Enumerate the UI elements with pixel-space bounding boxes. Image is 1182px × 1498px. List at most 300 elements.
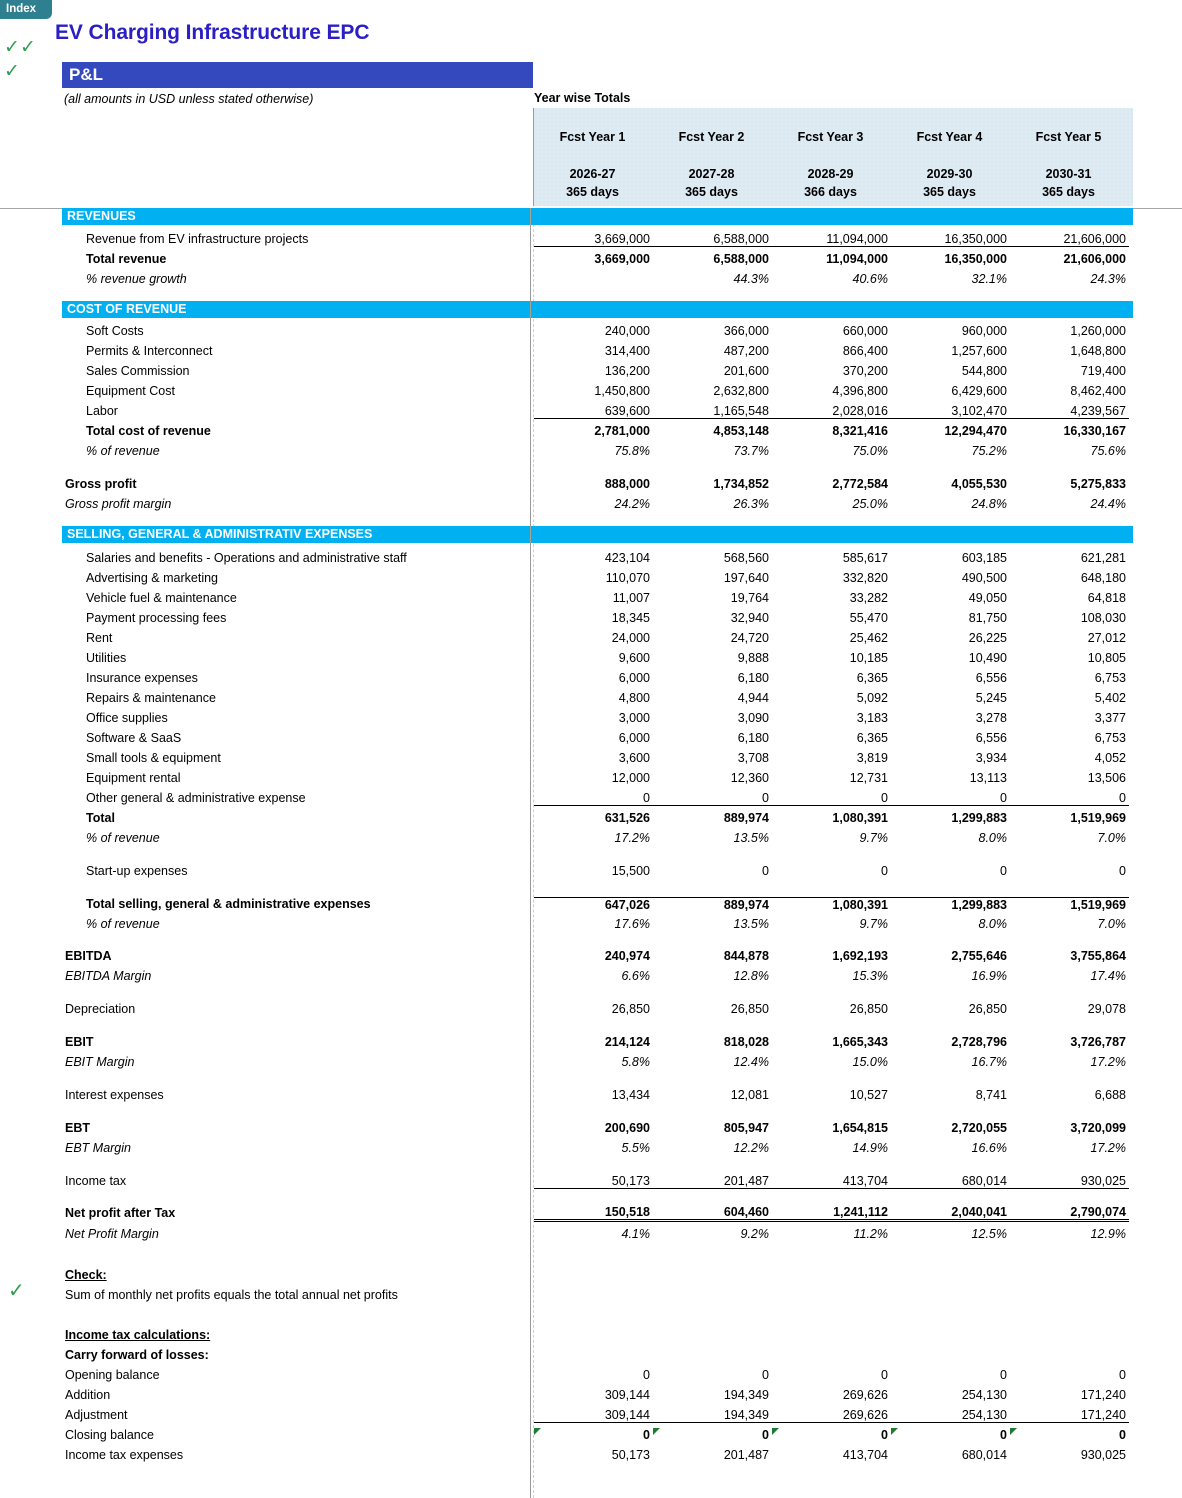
cell-value: 0 xyxy=(1119,1428,1126,1442)
cell-y5: 75.6% xyxy=(1090,444,1126,458)
cell-y2: 197,640 xyxy=(723,571,769,585)
cell-y2: 13.5% xyxy=(733,831,769,845)
table-row-permits-interconnect xyxy=(0,341,1182,361)
row-label: Sales Commission xyxy=(86,364,190,378)
cell-y2: 26.3% xyxy=(733,497,769,511)
table-row-income-tax xyxy=(0,1171,1182,1191)
row-values xyxy=(530,864,1182,878)
cell-y1: 214,124 xyxy=(604,1035,650,1049)
row-values xyxy=(530,384,1182,398)
cell-y3: 4,396,800 xyxy=(832,384,888,398)
cell-y5: 3,720,099 xyxy=(1070,1121,1126,1135)
cell-y4: 6,556 xyxy=(975,671,1007,685)
cell-y1: 5.8% xyxy=(621,1055,650,1069)
comment-indicator-icon xyxy=(772,1428,779,1435)
row-values xyxy=(530,751,1182,765)
cell-y3: 1,080,391 xyxy=(772,897,891,912)
cell-y5: 24.3% xyxy=(1090,272,1126,286)
cell-y1: 110,070 xyxy=(605,571,650,585)
cell-y4: 3,102,470 xyxy=(891,404,1010,419)
cell-y1: 3,669,000 xyxy=(534,232,653,247)
cell-y4: 8.0% xyxy=(978,917,1007,931)
cell-y2: 194,349 xyxy=(653,1408,772,1423)
cell-y1: 631,526 xyxy=(604,811,650,825)
cell-y4: 75.2% xyxy=(971,444,1007,458)
table-row-office-supplies xyxy=(0,708,1182,728)
carry-forward-heading-row xyxy=(0,1345,1182,1365)
cell-y3: 10,527 xyxy=(849,1088,888,1102)
cell-y5: 21,606,000 xyxy=(1063,252,1126,266)
table-row-cor-pct-revenue xyxy=(0,441,1182,461)
cell-y4: 4,055,530 xyxy=(951,477,1007,491)
cell-y4: 26,225 xyxy=(968,631,1007,645)
cell-y1: 309,144 xyxy=(604,1388,650,1402)
fy-year-1: 2026-27 xyxy=(569,167,616,181)
cell-y4: 2,755,646 xyxy=(951,949,1007,963)
row-label: Total revenue xyxy=(86,252,167,266)
cell-y1: 639,600 xyxy=(534,404,653,419)
cell-y1: 240,000 xyxy=(604,324,650,338)
cell-y1: 6,000 xyxy=(618,671,650,685)
cell-y3: 660,000 xyxy=(842,324,888,338)
row-values xyxy=(530,731,1182,745)
cell-y4: 2,728,796 xyxy=(951,1035,1007,1049)
year-wise-totals-label: Year wise Totals xyxy=(534,91,631,105)
cell-y2: 6,588,000 xyxy=(653,232,772,247)
cell-y5: 12.9% xyxy=(1090,1227,1126,1241)
cell-y3: 1,692,193 xyxy=(832,949,888,963)
row-values xyxy=(530,1388,1182,1402)
row-label: Repairs & maintenance xyxy=(86,691,216,705)
cell-y3: 332,820 xyxy=(842,571,888,585)
cell-y4: 6,556 xyxy=(975,731,1007,745)
comment-indicator-icon xyxy=(534,1428,541,1435)
cell-y4 xyxy=(891,1428,1010,1442)
row-label: Interest expenses xyxy=(65,1088,164,1102)
row-label: EBT xyxy=(65,1121,90,1135)
cell-y2: 26,850 xyxy=(730,1002,769,1016)
cell-y4: 32.1% xyxy=(971,272,1007,286)
page-title: EV Charging Infrastructure EPC xyxy=(55,21,370,44)
row-values xyxy=(530,897,1182,912)
cell-y4: 12,294,470 xyxy=(944,424,1007,438)
row-values xyxy=(530,344,1182,358)
cell-y3: 585,617 xyxy=(842,551,888,565)
cell-y5: 64,818 xyxy=(1087,591,1126,605)
cell-y4: 1,299,883 xyxy=(951,811,1007,825)
row-values xyxy=(530,404,1182,419)
cell-y5: 5,402 xyxy=(1094,691,1126,705)
fy-year-4: 2029-30 xyxy=(926,167,973,181)
cell-y5: 27,012 xyxy=(1087,631,1126,645)
cell-y5: 4,239,567 xyxy=(1010,404,1129,419)
cell-y5: 930,025 xyxy=(1010,1174,1129,1189)
cell-y3: 6,365 xyxy=(856,731,888,745)
cell-y2 xyxy=(653,1428,772,1442)
table-row-equipment-rental xyxy=(0,768,1182,788)
cell-y3: 0 xyxy=(881,1368,888,1382)
cell-y1: 136,200 xyxy=(604,364,650,378)
row-values xyxy=(530,591,1182,605)
cell-y2: 889,974 xyxy=(653,897,772,912)
row-values xyxy=(530,831,1182,845)
row-values xyxy=(530,949,1182,963)
column-header-year-1: Fcst Year 1 xyxy=(559,130,626,144)
row-label: Gross profit xyxy=(65,477,137,491)
cell-y3: 5,092 xyxy=(856,691,888,705)
table-row-depreciation xyxy=(0,999,1182,1019)
cell-y1: 50,173 xyxy=(534,1174,653,1189)
cell-y4: 49,050 xyxy=(968,591,1007,605)
cell-y2: 805,947 xyxy=(723,1121,769,1135)
section-header-revenues: REVENUES xyxy=(62,208,1133,225)
days-year-1: 365 days xyxy=(566,185,619,199)
cell-y1 xyxy=(534,272,653,286)
check-heading: Check: xyxy=(65,1268,107,1282)
cell-y3: 15.0% xyxy=(852,1055,888,1069)
cell-y4: 16.6% xyxy=(971,1141,1007,1155)
cell-y3: 11,094,000 xyxy=(772,232,891,247)
cell-y1: 17.6% xyxy=(614,917,650,931)
cell-y3: 3,183 xyxy=(856,711,888,725)
cell-y4: 254,130 xyxy=(891,1408,1010,1423)
cell-y3: 370,200 xyxy=(842,364,888,378)
cell-y3 xyxy=(772,1428,891,1442)
days-year-2: 365 days xyxy=(685,185,738,199)
cell-y4: 26,850 xyxy=(968,1002,1007,1016)
cell-y5: 17.4% xyxy=(1090,969,1126,983)
row-label: Office supplies xyxy=(86,711,168,725)
row-values xyxy=(530,969,1182,983)
cell-y2: 12,081 xyxy=(730,1088,769,1102)
cell-y1: 3,000 xyxy=(618,711,650,725)
cell-y3: 26,850 xyxy=(849,1002,888,1016)
table-row-ebit xyxy=(0,1032,1182,1052)
row-values xyxy=(530,1035,1182,1049)
row-label: % of revenue xyxy=(86,831,160,845)
cell-y2: 24,720 xyxy=(730,631,769,645)
units-note: (all amounts in USD unless stated otherwise) xyxy=(64,92,314,106)
cell-y5: 2,790,074 xyxy=(1010,1205,1129,1222)
row-label: Total xyxy=(86,811,115,825)
cell-y1: 13,434 xyxy=(611,1088,650,1102)
cell-y2: 568,560 xyxy=(723,551,769,565)
cell-y2: 32,940 xyxy=(730,611,769,625)
row-values xyxy=(530,272,1182,286)
table-row-vehicle-fuel xyxy=(0,588,1182,608)
cell-y3: 269,626 xyxy=(842,1388,888,1402)
row-label: EBITDA xyxy=(65,949,112,963)
cell-y4: 5,245 xyxy=(975,691,1007,705)
cell-y2: 6,180 xyxy=(737,731,769,745)
cell-y2: 366,000 xyxy=(723,324,769,338)
cell-y5: 7.0% xyxy=(1097,917,1126,931)
row-values xyxy=(530,1448,1182,1462)
cell-y2: 3,708 xyxy=(737,751,769,765)
cell-y2: 12,360 xyxy=(730,771,769,785)
cell-y5: 24.4% xyxy=(1090,497,1126,511)
cell-y3: 11.2% xyxy=(853,1227,888,1241)
cell-y5: 0 xyxy=(1119,864,1126,878)
cell-value: 0 xyxy=(762,1428,769,1442)
table-row-opening-balance xyxy=(0,1365,1182,1385)
cell-value: 0 xyxy=(643,1428,650,1442)
cell-y1: 17.2% xyxy=(614,831,650,845)
cell-y4: 1,299,883 xyxy=(891,897,1010,912)
cell-y3: 866,400 xyxy=(842,344,888,358)
row-label: Advertising & marketing xyxy=(86,571,219,585)
cell-y2: 604,460 xyxy=(653,1205,772,1222)
table-row-total-revenue xyxy=(0,249,1182,269)
row-values xyxy=(530,1088,1182,1102)
column-header-fiscal-years xyxy=(533,167,1133,181)
row-label: Opening balance xyxy=(65,1368,160,1382)
table-row-labor xyxy=(0,401,1182,421)
cell-y3: 12,731 xyxy=(849,771,888,785)
cell-y4: 3,278 xyxy=(975,711,1007,725)
table-row-sales-commission xyxy=(0,361,1182,381)
row-values xyxy=(530,444,1182,458)
cell-y5: 16,330,167 xyxy=(1063,424,1126,438)
cell-y1: 75.8% xyxy=(614,444,650,458)
row-values xyxy=(530,571,1182,585)
cell-y2: 4,853,148 xyxy=(713,424,769,438)
row-label: Software & SaaS xyxy=(86,731,182,745)
cell-y3: 9.7% xyxy=(859,831,888,845)
cell-y3: 33,282 xyxy=(849,591,888,605)
cell-y2: 201,487 xyxy=(723,1448,769,1462)
table-row-net-profit xyxy=(0,1203,1182,1223)
cell-y1: 314,400 xyxy=(604,344,650,358)
cell-y5: 6,688 xyxy=(1094,1088,1126,1102)
cell-y1: 4,800 xyxy=(618,691,650,705)
table-row-gross-profit-margin xyxy=(0,494,1182,514)
row-label: Permits & Interconnect xyxy=(86,344,213,358)
cell-y2: 12.2% xyxy=(733,1141,769,1155)
cell-y2: 818,028 xyxy=(723,1035,769,1049)
comment-indicator-icon xyxy=(1010,1428,1017,1435)
row-label: Other general & administrative expense xyxy=(86,791,306,805)
cell-y3: 0 xyxy=(772,791,891,806)
row-label: Insurance expenses xyxy=(86,671,198,685)
cell-y1: 2,781,000 xyxy=(594,424,650,438)
row-label: Total selling, general & administrative expenses xyxy=(86,897,371,911)
cell-y4: 10,490 xyxy=(968,651,1007,665)
table-row-payment-fees xyxy=(0,608,1182,628)
table-row-salaries xyxy=(0,548,1182,568)
cell-y4: 490,500 xyxy=(961,571,1007,585)
cell-y5: 3,377 xyxy=(1094,711,1126,725)
check-mark-icon: ✓ xyxy=(20,36,36,58)
row-label: Utilities xyxy=(86,651,127,665)
row-values xyxy=(530,611,1182,625)
cell-y1 xyxy=(534,1428,653,1442)
table-row-addition xyxy=(0,1385,1182,1405)
cell-value: 0 xyxy=(1000,1428,1007,1442)
section-header-cost-of-revenue: COST OF REVENUE xyxy=(62,301,1133,318)
cell-y4: 8.0% xyxy=(978,831,1007,845)
cell-y5: 8,462,400 xyxy=(1070,384,1126,398)
days-year-4: 365 days xyxy=(923,185,976,199)
cell-y5: 4,052 xyxy=(1094,751,1126,765)
cell-y2: 889,974 xyxy=(723,811,769,825)
cell-y4: 254,130 xyxy=(961,1388,1007,1402)
cell-y5: 171,240 xyxy=(1010,1408,1129,1423)
cell-y1: 0 xyxy=(643,1368,650,1382)
cell-y5: 5,275,833 xyxy=(1070,477,1126,491)
cell-y3: 55,470 xyxy=(849,611,888,625)
row-values xyxy=(530,1002,1182,1016)
cell-y1: 24.2% xyxy=(614,497,650,511)
row-label: EBT Margin xyxy=(65,1141,131,1155)
cell-y3: 1,241,112 xyxy=(772,1205,891,1222)
cell-y1: 3,669,000 xyxy=(594,252,650,266)
cell-y5: 108,030 xyxy=(1080,611,1126,625)
table-row-software-saas xyxy=(0,728,1182,748)
row-values xyxy=(530,791,1182,806)
cell-y1: 647,026 xyxy=(534,897,653,912)
fy-year-3: 2028-29 xyxy=(807,167,854,181)
row-values xyxy=(530,497,1182,511)
cell-y5: 17.2% xyxy=(1090,1055,1126,1069)
cell-y5: 13,506 xyxy=(1087,771,1126,785)
cell-y4: 16.7% xyxy=(971,1055,1007,1069)
fy-year-2: 2027-28 xyxy=(688,167,735,181)
table-row-repairs xyxy=(0,688,1182,708)
row-values xyxy=(530,811,1182,825)
table-row-sga-total xyxy=(0,808,1182,828)
row-label: % of revenue xyxy=(86,444,160,458)
row-label: EBIT Margin xyxy=(65,1055,135,1069)
cell-y3: 1,080,391 xyxy=(832,811,888,825)
row-label: Payment processing fees xyxy=(86,611,227,625)
cell-y3: 25,462 xyxy=(849,631,888,645)
cell-y5: 6,753 xyxy=(1094,671,1126,685)
row-label: Equipment Cost xyxy=(86,384,175,398)
row-values xyxy=(530,551,1182,565)
cell-y1: 5.5% xyxy=(621,1141,650,1155)
row-values xyxy=(530,1408,1182,1423)
table-row-sga-pct-revenue xyxy=(0,828,1182,848)
row-label: Soft Costs xyxy=(86,324,144,338)
row-label: Income tax xyxy=(65,1174,127,1188)
table-row-small-tools xyxy=(0,748,1182,768)
cell-y5: 6,753 xyxy=(1094,731,1126,745)
cell-y5: 21,606,000 xyxy=(1010,232,1129,247)
row-label: Net Profit Margin xyxy=(65,1227,159,1241)
cell-y1: 309,144 xyxy=(534,1408,653,1423)
cell-y2: 3,090 xyxy=(737,711,769,725)
index-tab[interactable]: Index xyxy=(0,0,52,19)
row-label: Adjustment xyxy=(65,1408,128,1422)
row-values xyxy=(530,477,1182,491)
cell-y2: 201,487 xyxy=(653,1174,772,1189)
cell-y3: 6,365 xyxy=(856,671,888,685)
row-values xyxy=(530,631,1182,645)
cell-y1: 150,518 xyxy=(534,1205,653,1222)
column-header-year-2: Fcst Year 2 xyxy=(678,130,745,144)
table-row-sga-grand-total xyxy=(0,894,1182,914)
check-mark-icon: ✓ xyxy=(4,36,20,58)
table-row-other-ga xyxy=(0,788,1182,808)
cell-y1: 3,600 xyxy=(618,751,650,765)
cell-y2: 1,734,852 xyxy=(713,477,769,491)
table-row-insurance xyxy=(0,668,1182,688)
row-values xyxy=(530,1121,1182,1135)
cell-y3: 1,654,815 xyxy=(832,1121,888,1135)
cell-y4: 680,014 xyxy=(961,1448,1007,1462)
cell-y1: 11,007 xyxy=(612,591,650,605)
cell-y2: 2,632,800 xyxy=(713,384,769,398)
row-values xyxy=(530,1141,1182,1155)
cell-y5: 0 xyxy=(1119,1368,1126,1382)
cell-y5: 1,519,969 xyxy=(1070,811,1126,825)
cell-y2: 487,200 xyxy=(723,344,769,358)
cell-y1: 888,000 xyxy=(604,477,650,491)
row-label: EBIT xyxy=(65,1035,94,1049)
table-row-interest-expenses xyxy=(0,1085,1182,1105)
cell-y2: 194,349 xyxy=(723,1388,769,1402)
cell-y2: 9,888 xyxy=(737,651,769,665)
cell-y3: 2,028,016 xyxy=(772,404,891,419)
table-row-ebitda-margin xyxy=(0,966,1182,986)
cell-y4: 12.5% xyxy=(971,1227,1007,1241)
cell-y4: 0 xyxy=(891,791,1010,806)
row-values xyxy=(530,671,1182,685)
cell-y4: 0 xyxy=(1000,864,1007,878)
cell-y2: 6,180 xyxy=(737,671,769,685)
cell-y2: 73.7% xyxy=(733,444,769,458)
cell-y3: 8,321,416 xyxy=(832,424,888,438)
cell-y3: 9.7% xyxy=(859,917,888,931)
table-row-utilities xyxy=(0,648,1182,668)
table-row-ebt xyxy=(0,1118,1182,1138)
row-label: Salaries and benefits - Operations and administrative staff xyxy=(86,551,407,565)
table-row-income-tax-expenses xyxy=(0,1445,1182,1465)
cell-y3: 269,626 xyxy=(772,1408,891,1423)
cell-y5: 1,260,000 xyxy=(1070,324,1126,338)
carry-forward-heading: Carry forward of losses: xyxy=(65,1348,209,1362)
cell-y2: 0 xyxy=(653,791,772,806)
comment-indicator-icon xyxy=(653,1428,660,1435)
cell-y4: 960,000 xyxy=(961,324,1007,338)
row-label: % of revenue xyxy=(86,917,160,931)
table-row-soft-costs xyxy=(0,321,1182,341)
check-heading-row xyxy=(0,1265,1182,1285)
cell-y3: 14.9% xyxy=(852,1141,888,1155)
table-row-advertising xyxy=(0,568,1182,588)
cell-y4: 2,040,041 xyxy=(891,1205,1010,1222)
cell-y1: 423,104 xyxy=(604,551,650,565)
cell-y4: 81,750 xyxy=(968,611,1007,625)
check-text-row xyxy=(0,1285,1182,1305)
row-values xyxy=(530,1055,1182,1069)
row-label: EBITDA Margin xyxy=(65,969,152,983)
row-label: Labor xyxy=(86,404,118,418)
row-values xyxy=(530,1368,1182,1382)
cell-y4: 2,720,055 xyxy=(951,1121,1007,1135)
table-row-revenue-growth xyxy=(0,269,1182,289)
cell-y1: 26,850 xyxy=(611,1002,650,1016)
table-row-closing-balance xyxy=(0,1425,1182,1445)
row-values xyxy=(530,1174,1182,1189)
cell-y1: 200,690 xyxy=(604,1121,650,1135)
check-mark-icon: ✓ xyxy=(8,1278,25,1302)
cell-y2: 44.3% xyxy=(733,272,769,286)
days-year-3: 366 days xyxy=(804,185,857,199)
cell-y5: 29,078 xyxy=(1087,1002,1126,1016)
check-mark-icon: ✓ xyxy=(4,60,20,82)
